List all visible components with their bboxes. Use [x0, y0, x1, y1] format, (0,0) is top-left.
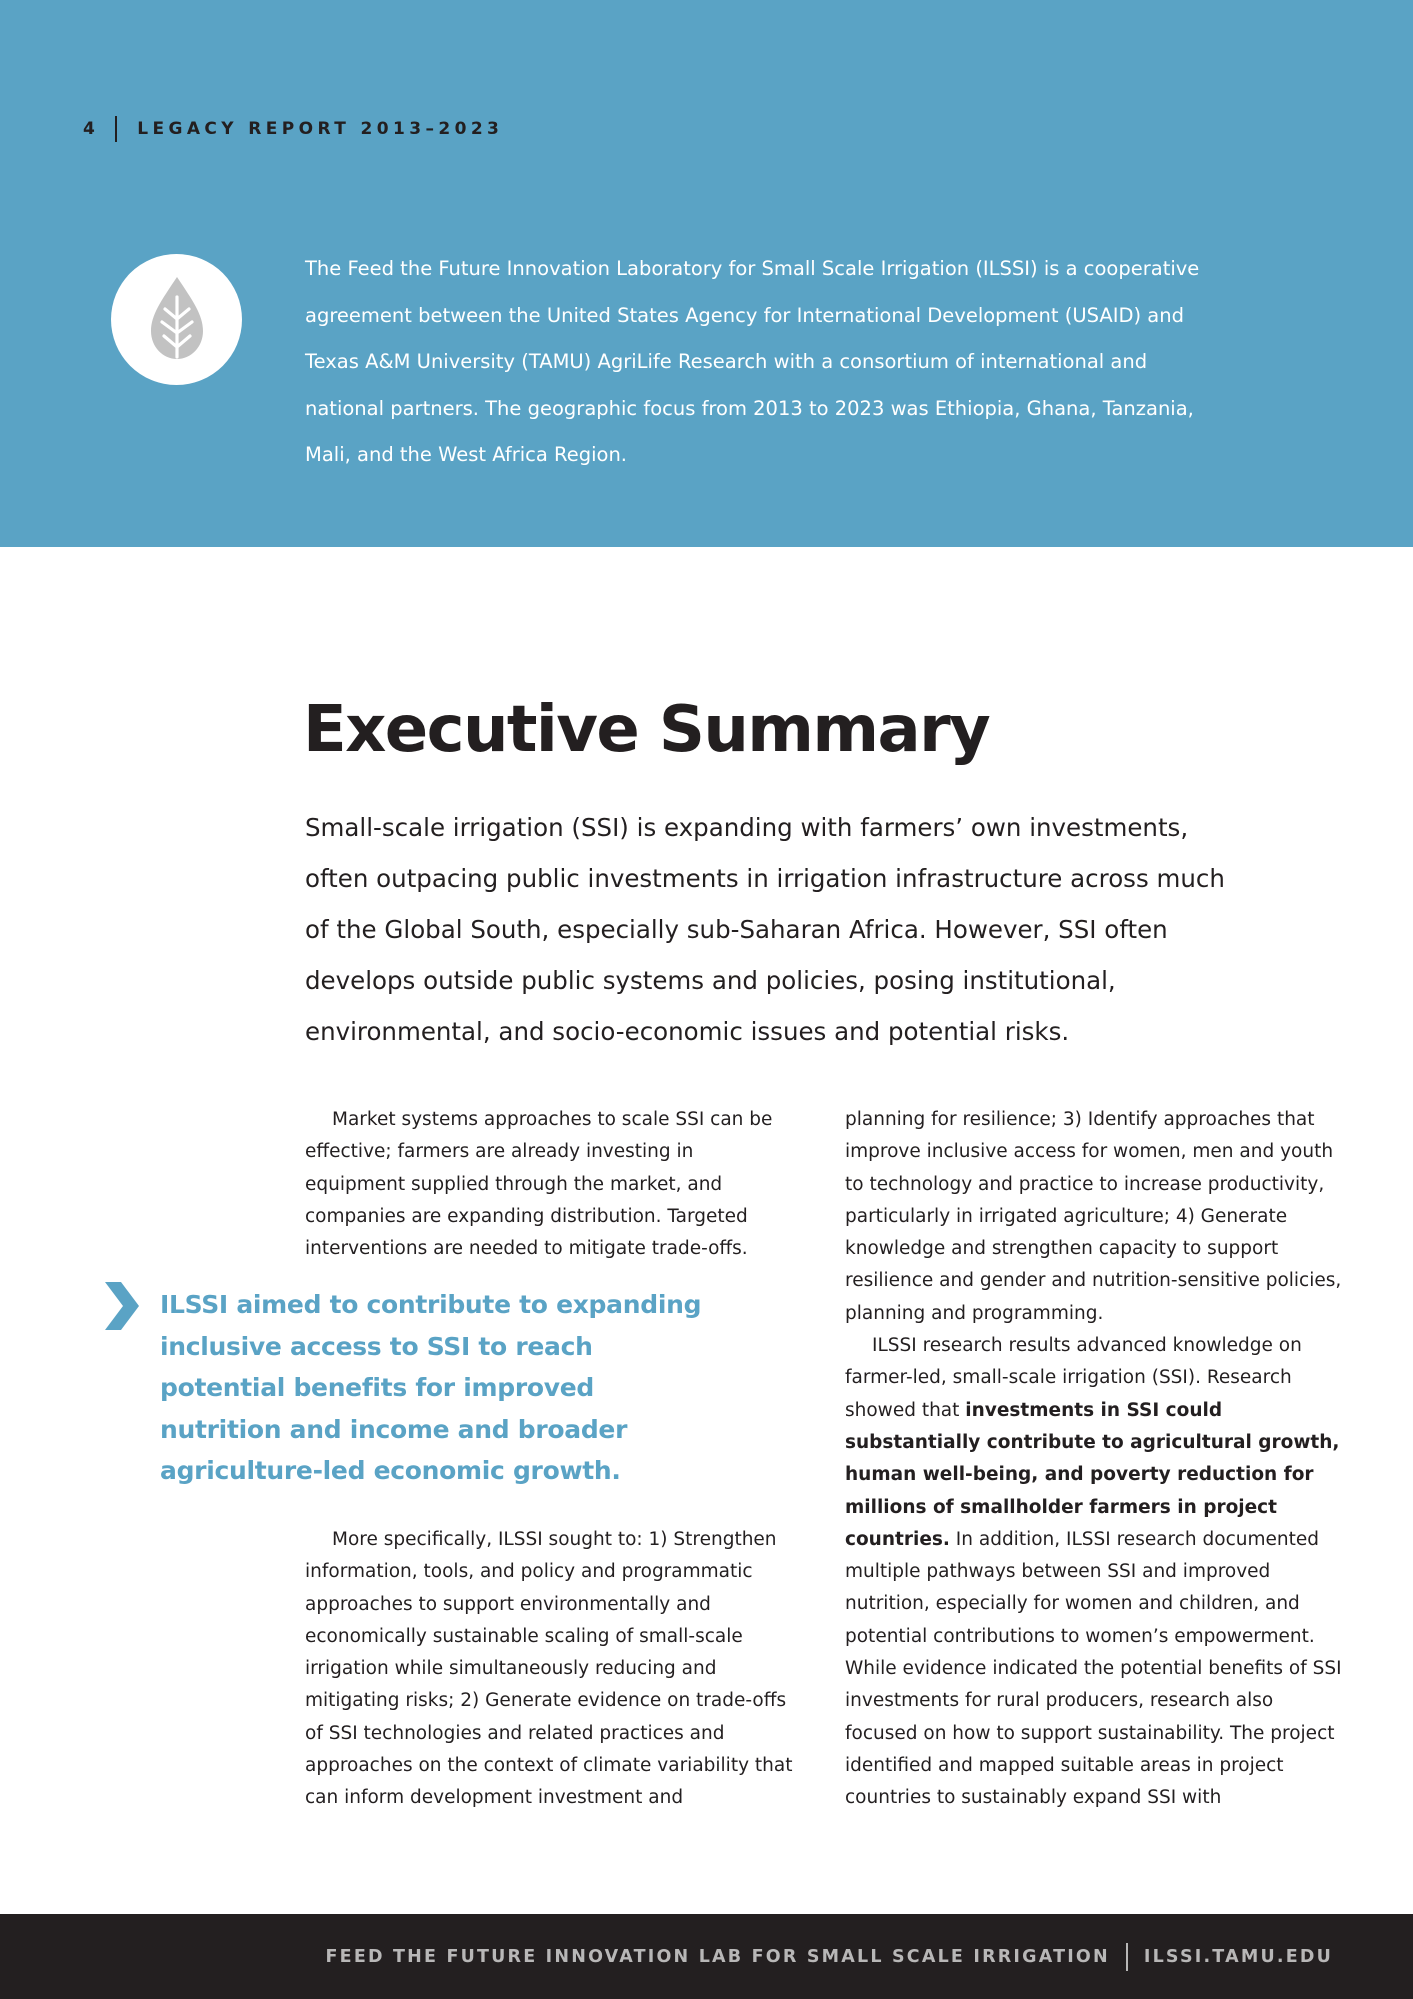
footer-website: ILSSI.TAMU.EDU: [1143, 1946, 1333, 1967]
footer-org-name: FEED THE FUTURE INNOVATION LAB FOR SMALL SCALE IRRIGATION: [325, 1946, 1110, 1967]
leaf-icon: [147, 275, 207, 365]
ilssi-logo: [111, 254, 242, 385]
page-number: 4: [83, 119, 100, 139]
column-1-top: [305, 1104, 785, 1265]
chevron-right-icon: [101, 1280, 141, 1332]
pull-quote: ILSSI aimed to contribute to expanding inclusive access to SSI to reach potential benefits for improved nutrition and income and broader agriculture-led economic growth.: [160, 1290, 702, 1485]
footer-divider: [1126, 1943, 1128, 1971]
column-2: [845, 1104, 1350, 1815]
page-title: Executive Summary: [303, 693, 990, 767]
intro-paragraph: The Feed the Future Innovation Laboratory for Small Scale Irrigation (ILSSI) is a cooperative agreement between the United States Agency for International Development (USAID) and Texas A&M University (TAMU) AgriLife Research with a consortium of international and national partners. The geographic focus from 2013 to 2023 was Ethiopia, Ghana, Tanzania, Mali, and the West Africa Region.: [305, 257, 1200, 466]
results-text-start: ILSSI research results advanced knowledge on farmer-led, small-scale irrigation (SSI). Research showed that: [845, 1335, 1302, 1421]
header-banner: [0, 0, 1413, 547]
body-paragraph-results: [845, 1330, 1350, 1814]
body-paragraph: Market systems approaches to scale SSI can be effective; farmers are already investing in equipment supplied through the market, and companies are expanding distribution. Targeted interventions are needed to mitigate trade-offs.: [305, 1109, 773, 1260]
running-head-divider: [115, 116, 117, 142]
footer-text: [326, 1914, 1333, 1999]
footer-bar: [0, 1914, 1413, 1999]
results-text-bold: investments in SSI could substantially contribute to agricultural growth, human well-being, and poverty reduction for millions of smallholder farmers in project countries.: [845, 1399, 1340, 1550]
report-title: LEGACY REPORT 2013–2023: [137, 119, 504, 139]
body-paragraph: More specifically, ILSSI sought to: 1) Strengthen information, tools, and policy and programmatic approaches to support environmentally and economically sustainable scaling of small-scale irrigation while simultaneously reducing and mitigating risks; 2) Generate evidence on trade-offs of SSI technologies and related practices and approaches on the context of climate variability that can inform development investment and: [305, 1529, 793, 1809]
results-text-end: In addition, ILSSI research documented multiple pathways between SSI and improved nutrition, especially for women and children, and potential contributions to women’s empowerment. While evidence indicated the potential benefits of SSI investments for rural producers, research also focused on how to support sustainability. The project identified and mapped suitable areas in project countries to sustainably expand SSI with: [845, 1528, 1342, 1809]
lede-paragraph: Small-scale irrigation (SSI) is expanding with farmers’ own investments, often outpacing public investments in irrigation infrastructure across much of the Global South, especially sub-Saharan Africa. However, SSI often develops outside public systems and policies, posing institutional, environmental, and socio-economic issues and potential risks.: [305, 813, 1225, 1046]
running-head: [83, 116, 503, 142]
body-paragraph: planning for resilience; 3) Identify approaches that improve inclusive access for women, men and youth to technology and practice to increase productivity, particularly in irrigated agriculture; 4) Generate knowledge and strengthen capacity to support resilience and gender and nutrition-sensitive policies, planning and programming.: [845, 1109, 1342, 1324]
column-1-bottom: [305, 1524, 795, 1815]
